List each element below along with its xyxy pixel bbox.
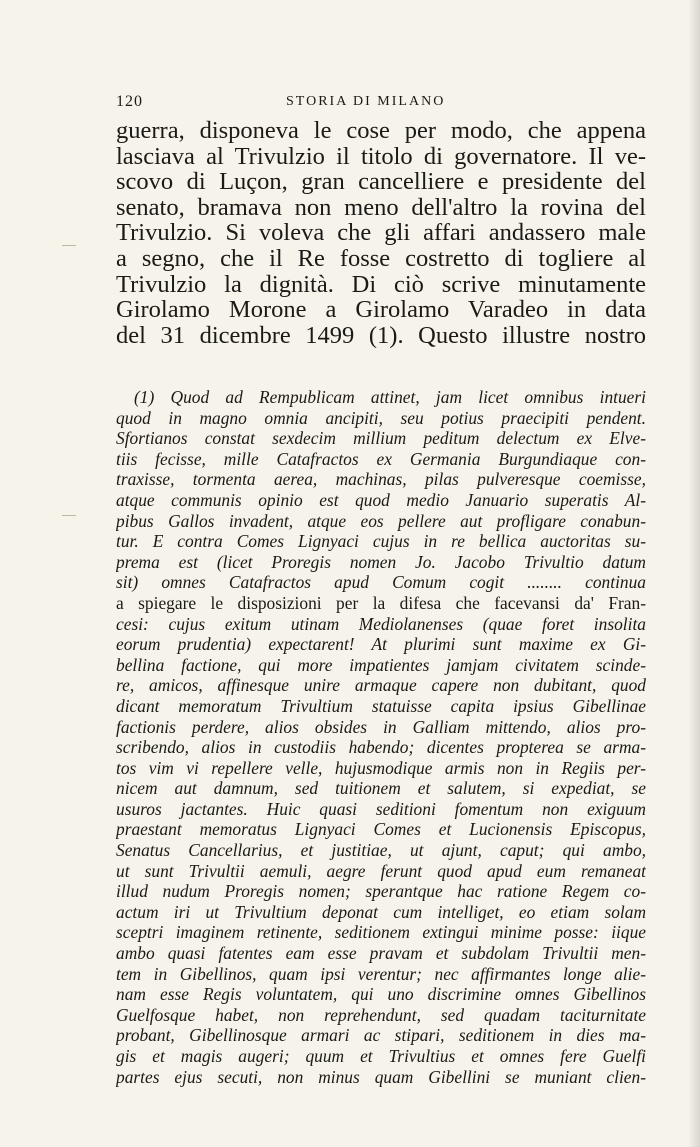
footnote-line: (1) Quod ad Rempublicam attinet, jam licet omnibus intueri xyxy=(134,387,646,407)
footnote-line: Guelfosque habet, non reprehendunt, sed quadam taciturnitate xyxy=(116,1004,646,1025)
footnote-line: nicem aut damnum, sed tuitionem et salutem, si expediat, se xyxy=(116,778,646,799)
margin-mark xyxy=(62,245,76,246)
footnote-line: a spiegare le disposizioni per la difesa che facevansi da' Fran- xyxy=(116,592,646,613)
running-title: STORIA DI MILANO xyxy=(286,94,446,109)
footnote-line: ambo quasi fatentes eam esse pravam et subdolam Trivultii men- xyxy=(116,943,646,964)
footnote-line: sceptri imaginem retinente, seditionem extingui minime posse: iique xyxy=(116,922,646,943)
footnote-line: gis et magis augeri; quum et Trivultius et omnes fere Guelfi xyxy=(116,1046,646,1066)
page-edge-shadow xyxy=(688,0,700,1147)
footnote-line: bellina factione, qui more impatientes jamjam civitatem scinde- xyxy=(116,654,646,675)
text-line: Girolamo Morone a Girolamo Varadeo in data xyxy=(116,297,646,323)
footnote-line: sit) omnes Catafractos apud Comum cogit ........ continua xyxy=(116,572,646,593)
footnote-line: partes ejus secuti, non minus quam Gibellini se muniant clien- xyxy=(116,1066,646,1087)
footnote-line: Senatus Cancellarius, et justitiae, ut ajunt, caput; qui ambo, xyxy=(116,840,646,861)
footnote-line: prema est (licet Proregis nomen Jo. Jacobo Trivultio datum xyxy=(116,551,646,572)
text-line: Trivulzio la dignità. Di ciò scrive minutamente xyxy=(116,271,646,298)
text-line: lasciava al Trivulzio il titolo di governatore. Il ve- xyxy=(116,143,646,170)
footnote-line: traxisse, tormenta aerea, machinas, pilas pulveresque coemisse, xyxy=(116,469,646,490)
margin-mark xyxy=(62,515,76,516)
footnote-line: usuros jactantes. Huic quasi seditioni fomentum non exiguum xyxy=(116,798,646,819)
text-line: Trivulzio. Si voleva che gli affari andassero male xyxy=(116,220,646,246)
footnote-line: atque communis opinio est quod medio Januario superatis Al- xyxy=(116,489,646,510)
footnote-line: tur. E contra Comes Lignyaci cujus in re bellica auctoritas su- xyxy=(116,531,646,552)
text-line: del 31 dicembre 1499 (1). Questo illustre nostro xyxy=(116,322,646,349)
footnote-line: re, amicos, affinesque unire armaque capere non dubitant, quod xyxy=(116,675,646,696)
footnote-line: probant, Gibellinosque armari ac stipari, seditionem in dies ma- xyxy=(116,1025,646,1046)
footnote-line: quod in magno omnia ancipiti, seu potius praecipiti pendent. xyxy=(116,407,646,428)
text-line: a segno, che il Re fosse costretto di togliere al xyxy=(116,245,646,272)
footnote-line: pibus Gallos invadent, atque eos pellere aut profligare conabun- xyxy=(116,510,646,531)
footnote-line: actum iri ut Trivultium deponat cum intelliget, eo etiam solam xyxy=(116,901,646,922)
footnote-line: factionis perdere, alios obsides in Galliam mittendo, alios pro- xyxy=(116,716,646,737)
footnote-line: tiis fecisse, mille Catafractos ex Germania Burgundiaque con- xyxy=(116,448,646,469)
footnote-line: scribendo, alios in custodiis habendo; dicentes propterea se arma- xyxy=(116,737,646,758)
footnote-line: eorum prudentia) expectarent! At plurimi sunt maxime ex Gi- xyxy=(116,634,646,655)
footnote xyxy=(116,387,646,1087)
footnote-line: Sfortianos constat sexdecim millium peditum delectum ex Elve- xyxy=(116,428,646,449)
footnote-line: ut sunt Trivultii aemuli, aegre ferunt quod apud eum remaneat xyxy=(116,860,646,881)
text-line: senato, bramava non meno dell'altro la rovina del xyxy=(116,194,646,221)
footnote-line: nam esse Regis voluntatem, qui uno discrimine omnes Gibellinos xyxy=(116,984,646,1005)
page-number: 120 xyxy=(116,93,143,110)
footnote-line: illud nudum Proregis nomen; sperantque hac ratione Regem co- xyxy=(116,881,646,902)
page-header xyxy=(116,93,646,115)
footnote-line: dicant memoratum Trivultium statuisse capita ipsius Gibellinae xyxy=(116,695,646,716)
text-line: guerra, disponeva le cose per modo, che appena xyxy=(116,118,646,144)
footnote-line: cesi: cujus exitum utinam Mediolanenses (quae foret insolita xyxy=(116,613,646,634)
footnote-line: tem in Gibellinos, quam ipsi verentur; nec affirmantes longe alie- xyxy=(116,963,646,984)
footnote-line: praestant memoratus Lignyaci Comes et Lucionensis Episcopus, xyxy=(116,819,646,840)
text-line: scovo di Luçon, gran cancelliere e presidente del xyxy=(116,169,646,195)
footnote-line: tos vim vi repellere velle, hujusmodique armis non in Regiis per- xyxy=(116,757,646,778)
main-text xyxy=(116,118,646,348)
